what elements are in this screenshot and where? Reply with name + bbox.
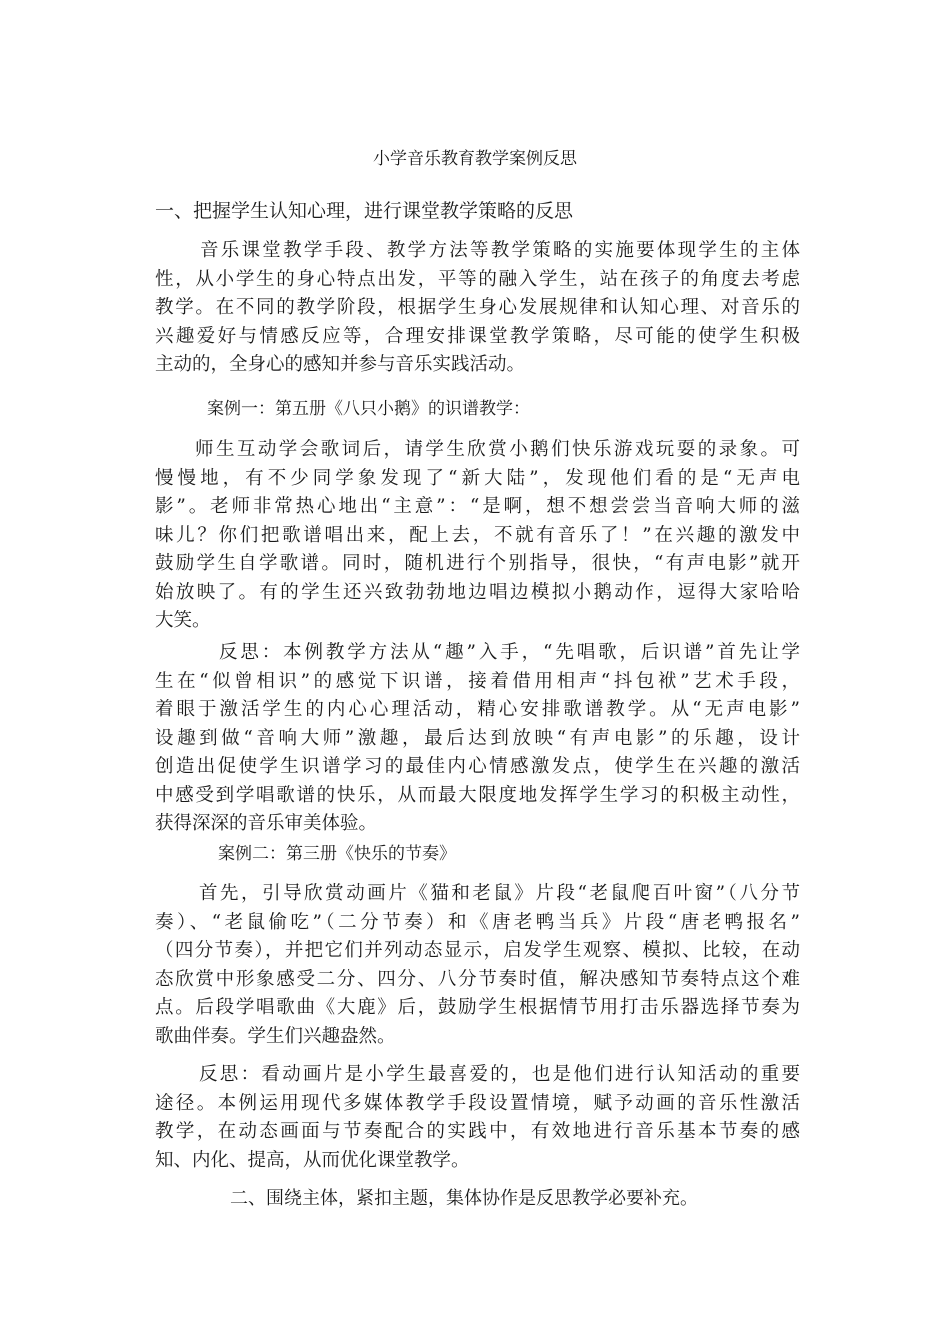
document-title: 小学音乐教育教学案例反思 <box>373 149 577 169</box>
paragraph-intro <box>155 237 800 380</box>
case-2-title <box>218 840 863 869</box>
paragraph-line: 着眼于激活学生的内心心理活动，精心安排歌谱教学。从“无声电影” <box>155 699 800 720</box>
paragraph-line: 获得深深的音乐审美体验。 <box>155 813 378 834</box>
paragraph-reflection-2 <box>155 1061 800 1175</box>
paragraph-line: 味儿？你们把歌谱唱出来，配上去，不就有音乐了！”在兴趣的激发中 <box>155 524 800 546</box>
heading-text: 一、把握学生认知心理，进行课堂教学策略的反思 <box>155 200 574 222</box>
paragraph-line: 反思：本例教学方法从“趣”入手，“先唱歌，后识谱”首先让学 <box>219 642 800 663</box>
paragraph-line: 始放映了。有的学生还兴致勃勃地边唱边模拟小鹅动作，逗得大家哈哈 <box>155 581 800 603</box>
paragraph-line: 创造出促使学生识谱学习的最佳内心情感激发点，使学生在兴趣的激活 <box>155 756 800 777</box>
case-1-title <box>207 395 852 424</box>
case-title-text: 案例一：第五册《八只小鹅》的识谱教学： <box>207 399 530 419</box>
paragraph-line: 慢慢地，有不少同学象发现了“新大陆”，发现他们看的是“无声电 <box>155 467 800 489</box>
paragraph-line: 生在“似曾相识”的感觉下识谱，接着借用相声“抖包袱”艺术手段， <box>155 670 800 692</box>
paragraph-line: 态欣赏中形象感受二分、四分、八分节奏时值，解决感知节奏特点这个难 <box>155 968 800 990</box>
paragraph-line: 首先，引导欣赏动画片《猫和老鼠》片段“老鼠爬百叶窗”（八分节 <box>199 883 800 904</box>
paragraph-line: （四分节奏），并把它们并列动态显示，启发学生观察、模拟、比较，在动 <box>155 940 800 961</box>
paragraph-line: 鼓励学生自学歌谱。同时，随机进行个别指导，很快，“有声电影”就开 <box>155 553 800 574</box>
paragraph-line: 影”。老师非常热心地出“主意”：“是啊，想不想尝尝当音响大师的滋 <box>155 496 800 517</box>
heading-text: 二、围绕主体，紧扣主题，集体协作是反思教学必要补充。 <box>230 1188 698 1209</box>
paragraph-line: 教学，在动态画面与节奏配合的实践中，有效地进行音乐基本节奏的感 <box>155 1121 800 1142</box>
paragraph-line: 奏）、“老鼠偷吃”（二分节奏）和《唐老鸭当兵》片段“唐老鸭报名” <box>155 911 800 933</box>
paragraph-line: 大笑。 <box>155 610 211 631</box>
paragraph-line: 途径。本例运用现代多媒体教学手段设置情境，赋予动画的音乐性激活 <box>155 1092 800 1114</box>
paragraph-line: 知、内化、提高，从而优化课堂教学。 <box>155 1149 470 1171</box>
paragraph-line: 设趣到做“音响大师”激趣，最后达到放映“有声电影”的乐趣，设计 <box>155 727 800 749</box>
paragraph-line: 歌曲伴奏。学生们兴趣盎然。 <box>155 1025 396 1047</box>
paragraph-line: 主动的，全身心的感知并参与音乐实践活动。 <box>155 354 526 375</box>
paragraph-line: 中感受到学唱歌谱的快乐，从而最大限度地发挥学生学习的积极主动性， <box>155 784 800 806</box>
paragraph-line: 性，从小学生的身心特点出发，平等的融入学生，站在孩子的角度去考虑 <box>155 268 800 290</box>
paragraph-line: 师生互动学会歌词后，请学生欣赏小鹅们快乐游戏玩耍的录象。可 <box>195 439 800 460</box>
case-title-text: 案例二：第三册《快乐的节奏》 <box>218 844 456 864</box>
paragraph-case-1 <box>155 436 800 636</box>
paragraph-case-2 <box>155 880 800 1051</box>
paragraph-line: 音乐课堂教学手段、教学方法等教学策略的实施要体现学生的主体 <box>200 240 800 261</box>
section-heading-2 <box>230 1185 875 1214</box>
paragraph-line: 反思：看动画片是小学生最喜爱的，也是他们进行认知活动的重要 <box>199 1064 800 1085</box>
paragraph-reflection-1 <box>155 639 800 839</box>
section-heading-1 <box>155 197 800 226</box>
paragraph-line: 教学。在不同的教学阶段，根据学生身心发展规律和认知心理、对音乐的 <box>155 297 800 318</box>
paragraph-line: 点。后段学唱歌曲《大鹿》后，鼓励学生根据情节用打击乐器选择节奏为 <box>155 997 800 1018</box>
paragraph-line: 兴趣爱好与情感反应等，合理安排课堂教学策略，尽可能的使学生积极 <box>155 325 800 347</box>
